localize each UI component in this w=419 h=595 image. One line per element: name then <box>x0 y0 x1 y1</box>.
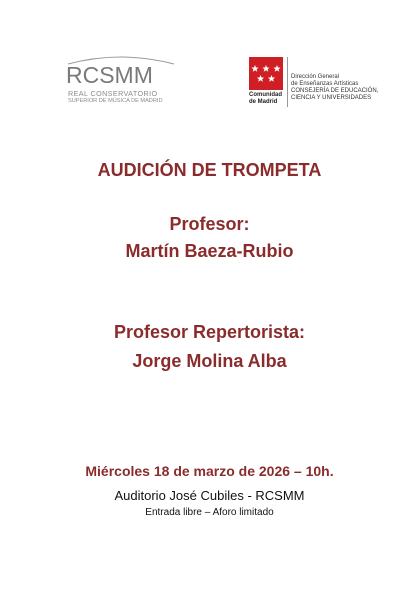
comunidad-madrid-name <box>249 92 282 106</box>
cm-text-line2: de Enseñanzas Artísticas <box>291 81 359 87</box>
cm-text-line4: CIENCIA Y UNIVERSIDADES <box>291 95 372 101</box>
cm-department-text <box>291 74 378 102</box>
accompanist-label: Profesor Repertorista: <box>113 322 306 342</box>
cm-divider <box>287 57 288 107</box>
cm-text-line3: CONSEJERÍA DE EDUCACIÓN, <box>291 88 379 94</box>
cm-name-line1: Comunidad <box>249 92 282 98</box>
teacher-label: Profesor: <box>169 214 250 234</box>
accompanist-name: Jorge Molina Alba <box>132 351 287 371</box>
event-title: AUDICIÓN DE TROMPETA <box>97 160 322 180</box>
rcsmm-name-line2: SUPERIOR DE MÚSICA DE MADRID <box>68 98 163 104</box>
event-date: Miércoles 18 de marzo de 2026 – 10h. <box>85 463 334 479</box>
teacher-name: Martín Baeza-Rubio <box>125 241 294 261</box>
comunidad-madrid-logo <box>249 57 389 117</box>
entry-info: Entrada libre – Aforo limitado <box>145 507 274 518</box>
cm-name-line2: de Madrid <box>249 99 278 105</box>
rcsmm-acronym: RCSMM <box>66 62 153 88</box>
rcsmm-name-line1: REAL CONSERVATORIO <box>68 89 158 98</box>
cm-text-line1: Dirección General <box>291 74 340 80</box>
madrid-flag-icon <box>249 57 283 90</box>
event-venue: Auditorio José Cubiles - RCSMM <box>114 488 305 503</box>
rcsmm-logo <box>66 54 176 114</box>
